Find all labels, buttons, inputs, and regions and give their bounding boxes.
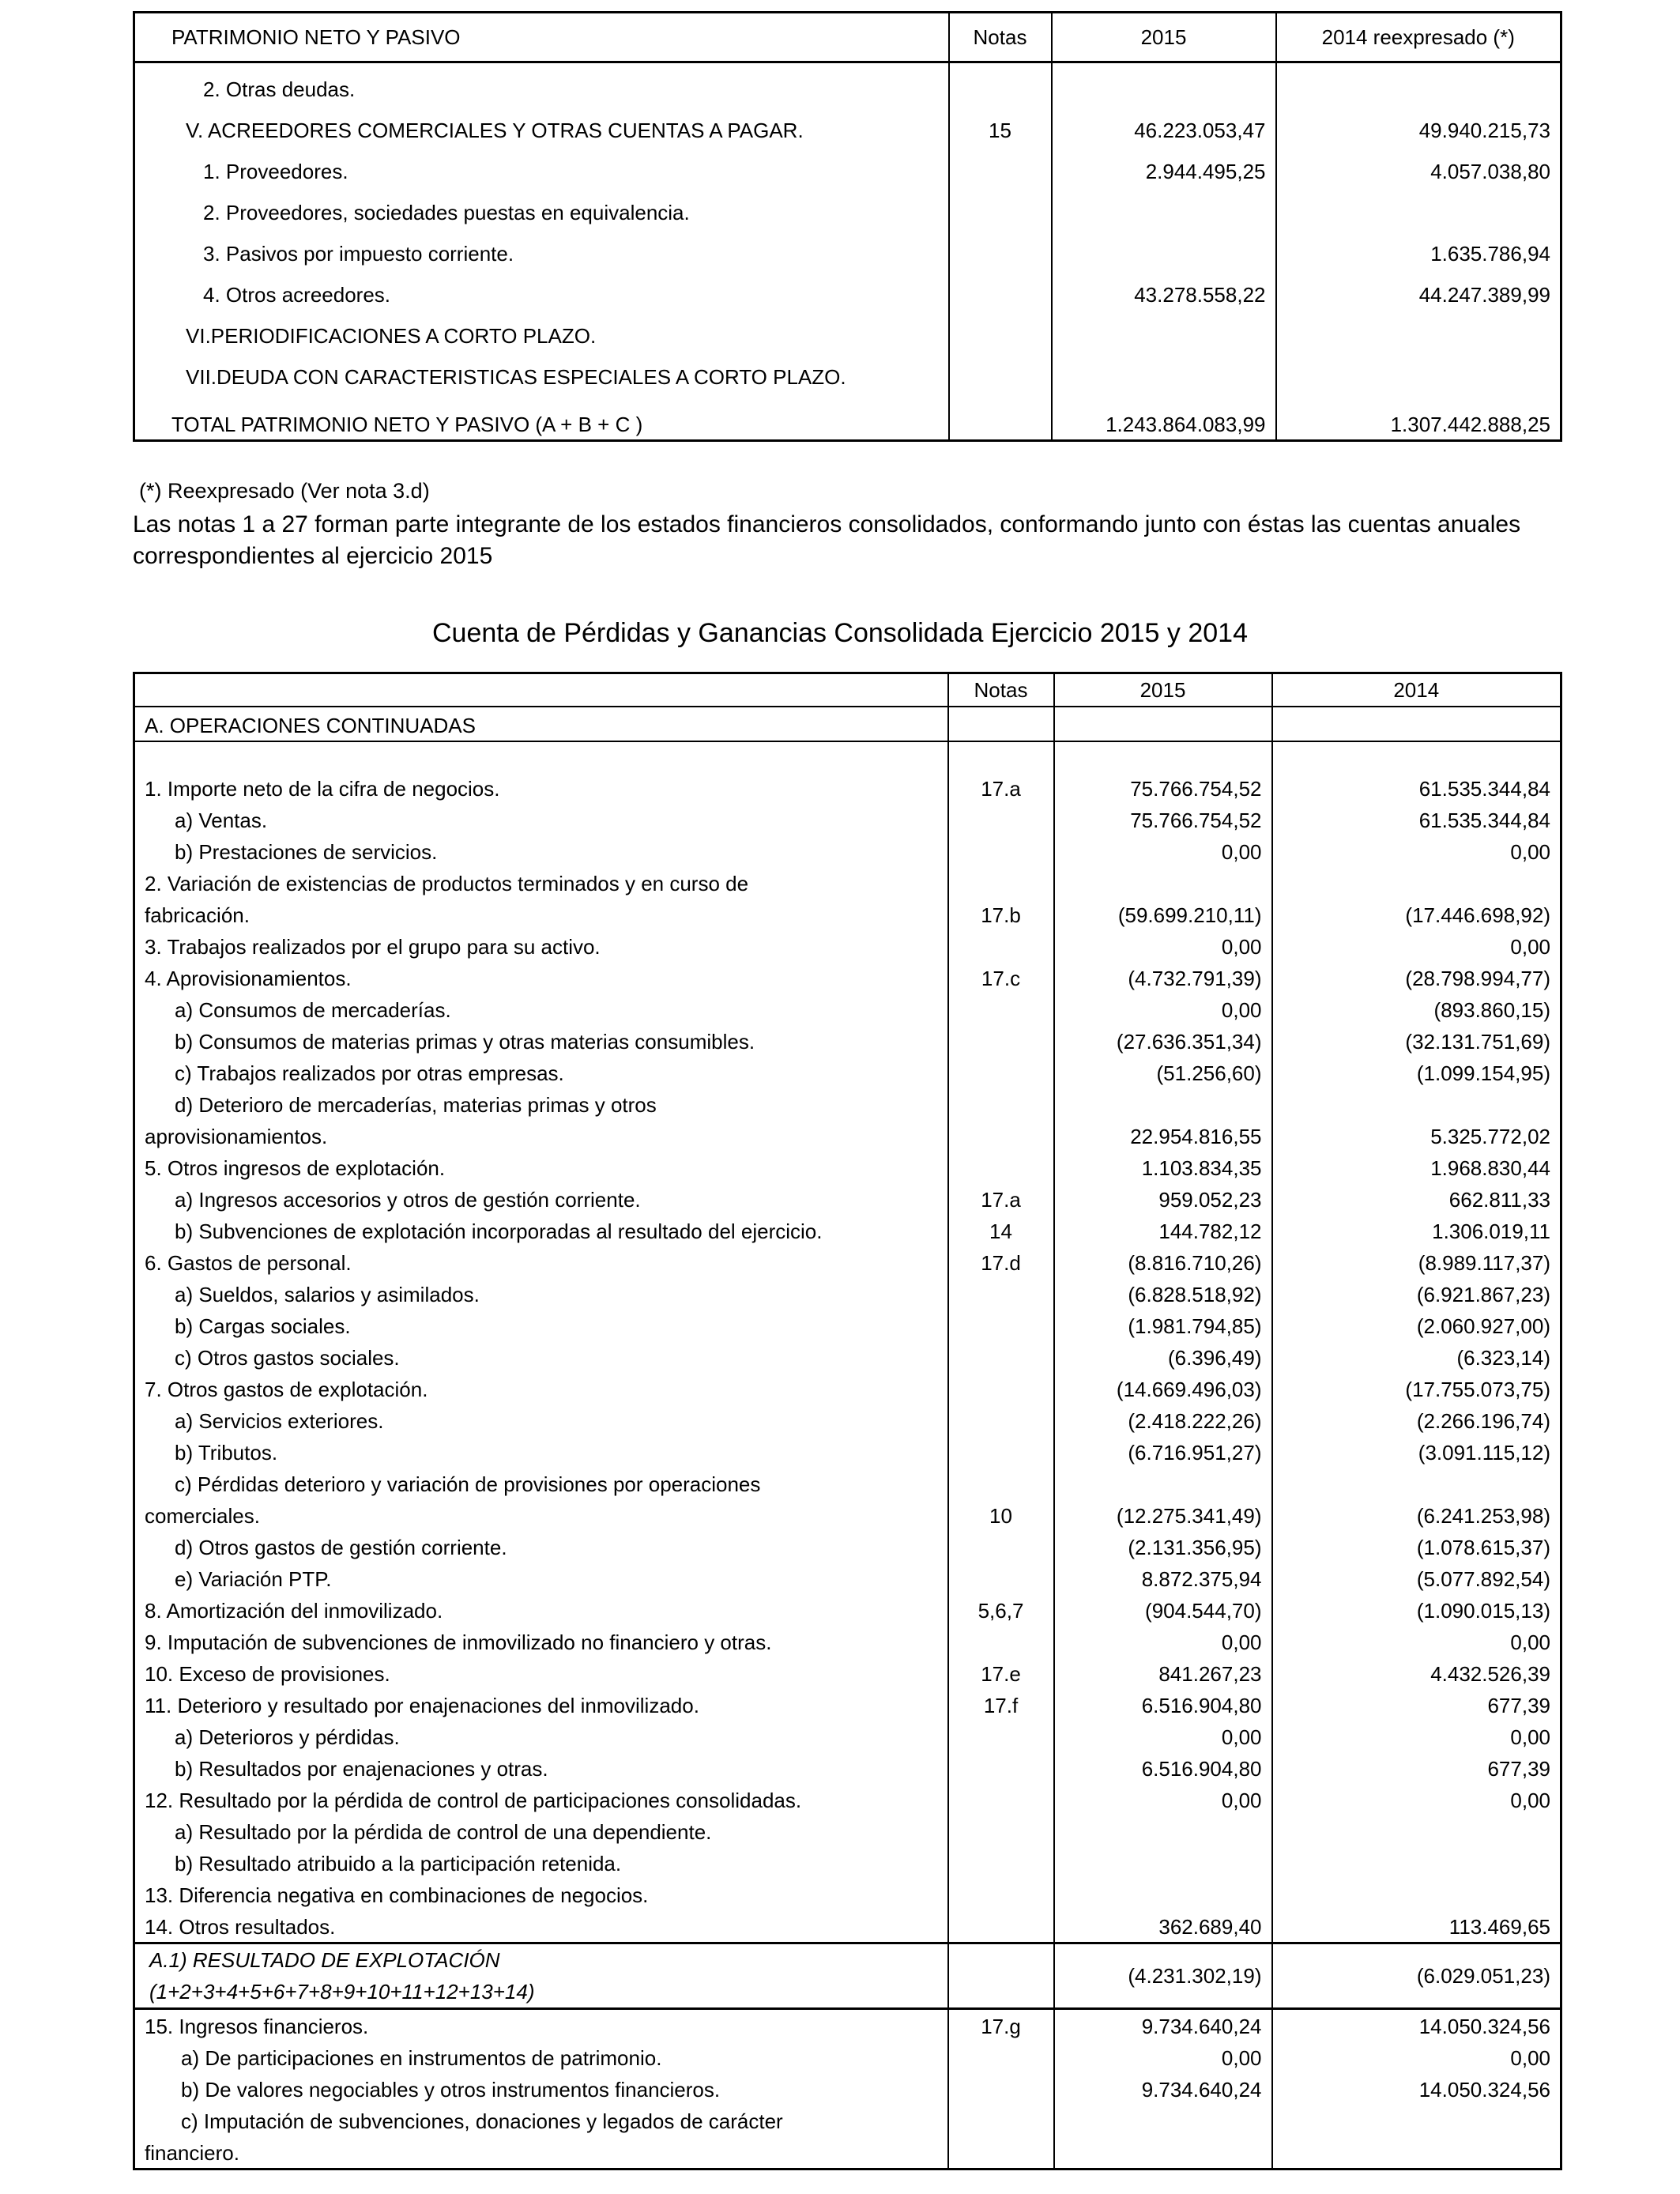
row-value-2015: (1.981.794,85) [1054,1310,1272,1341]
row-value-2014: (2.060.927,00) [1272,1310,1561,1341]
row-label: 14. Otros resultados. [134,1910,948,1943]
row-value-2015: (6.828.518,92) [1054,1278,1272,1310]
row-label: b) Resultados por enajenaciones y otras. [134,1752,948,1784]
table-row [134,1120,1561,1152]
row-value-2015: (6.396,49) [1054,1341,1272,1373]
row-nota [948,1563,1054,1594]
row-value-2014: 662.811,33 [1272,1183,1561,1215]
result-label: A.1) RESULTADO DE EXPLOTACIÓN [149,1948,500,1972]
table-row [134,1025,1561,1057]
row-value-2014 [1272,1847,1561,1879]
row-value-2015: (59.699.210,11) [1054,899,1272,930]
header-2015: 2015 [1054,673,1272,707]
row-value-2014 [1272,1815,1561,1847]
table-row [134,1310,1561,1341]
row-label: c) Trabajos realizados por otras empresas. [134,1057,948,1088]
table-row [134,993,1561,1025]
row-nota [949,228,1052,269]
table-row [134,1847,1561,1879]
row-value-2014: 1.306.019,11 [1272,1215,1561,1246]
row-nota: 17.f [948,1689,1054,1721]
total-2015: 1.243.864.083,99 [1052,392,1276,441]
row-value-2014 [1272,2105,1561,2136]
row-nota [948,1057,1054,1088]
row-label: b) Tributos. [134,1436,948,1468]
table-row [134,1246,1561,1278]
row-nota [948,1088,1054,1120]
row-label: 11. Deterioro y resultado por enajenaciones del inmovilizado. [134,1689,948,1721]
row-value-2015: 75.766.754,52 [1054,804,1272,835]
row-label: b) Cargas sociales. [134,1310,948,1341]
row-label: a) De participaciones en instrumentos de patrimonio. [134,2041,948,2073]
row-value-2014: (3.091.115,12) [1272,1436,1561,1468]
table-row [134,351,1561,392]
row-label: a) Ventas. [134,804,948,835]
table-row [134,2041,1561,2073]
row-nota [949,145,1052,187]
table-row [134,1784,1561,1815]
row-label: 2. Otras deudas. [134,62,949,105]
row-label: 1. Proveedores. [134,145,949,187]
row-nota: 17.b [948,899,1054,930]
row-label: b) Consumos de materias primas y otras materias consumibles. [134,1025,948,1057]
row-nota: 17.a [948,1183,1054,1215]
table-row [134,145,1561,187]
row-label: financiero. [134,2136,948,2169]
balance-liabilities-table [133,11,1562,442]
table-row [134,1499,1561,1531]
row-value-2015: (6.716.951,27) [1054,1436,1272,1468]
table-row [134,962,1561,993]
row-nota [949,187,1052,228]
table-row [134,2073,1561,2105]
row-label: V. ACREEDORES COMERCIALES Y OTRAS CUENTAS A PAGAR. [134,104,949,145]
row-value-2014 [1272,1468,1561,1499]
row-nota [949,269,1052,310]
row-value-2015: 1.103.834,35 [1054,1152,1272,1183]
table-row [134,310,1561,351]
row-nota [949,310,1052,351]
table-row [134,187,1561,228]
row-value-2015: 43.278.558,22 [1052,269,1276,310]
table-row [134,1879,1561,1910]
table-row [134,930,1561,962]
row-nota [948,2041,1054,2073]
row-value-2014: 1.635.786,94 [1276,228,1561,269]
row-nota: 17.d [948,1246,1054,1278]
row-label: 6. Gastos de personal. [134,1246,948,1278]
row-value-2014: 0,00 [1272,1626,1561,1657]
result-formula: (1+2+3+4+5+6+7+8+9+10+11+12+13+14) [149,1980,535,2004]
table-header-row [134,13,1561,62]
row-value-2014: 0,00 [1272,930,1561,962]
row-value-2015: 75.766.754,52 [1054,772,1272,804]
row-nota [948,1721,1054,1752]
row-label: a) Servicios exteriores. [134,1404,948,1436]
row-value-2014: (1.099.154,95) [1272,1057,1561,1088]
row-label: a) Consumos de mercaderías. [134,993,948,1025]
row-value-2014: (5.077.892,54) [1272,1563,1561,1594]
row-value-2014: 0,00 [1272,835,1561,867]
row-value-2014 [1276,62,1561,105]
row-value-2014 [1272,867,1561,899]
row-value-2014: 44.247.389,99 [1276,269,1561,310]
row-value-2015: 841.267,23 [1054,1657,1272,1689]
row-nota [948,2136,1054,2169]
row-nota [948,1120,1054,1152]
row-value-2014: 113.469,65 [1272,1910,1561,1943]
header-2014: 2014 reexpresado (*) [1276,13,1561,62]
row-value-2015 [1052,228,1276,269]
table-row [134,1468,1561,1499]
row-value-2015: 2.944.495,25 [1052,145,1276,187]
row-value-2015: (51.256,60) [1054,1057,1272,1088]
row-value-2014: 14.050.324,56 [1272,2073,1561,2105]
table-row [134,1594,1561,1626]
row-value-2014 [1272,1879,1561,1910]
table-row [134,1910,1561,1943]
row-value-2014: (6.921.867,23) [1272,1278,1561,1310]
row-label: fabricación. [134,899,948,930]
row-label: VI.PERIODIFICACIONES A CORTO PLAZO. [134,310,949,351]
row-value-2015: 9.734.640,24 [1054,2009,1272,2042]
notes-paragraph: Las notas 1 a 27 forman parte integrante de los estados financieros consolidados, conformando junto con éstas las cuentas anuales correspondientes al ejercicio 2015 [133,511,1521,569]
total-row [134,392,1561,441]
row-nota [948,867,1054,899]
row-label: comerciales. [134,1499,948,1531]
row-value-2015: 0,00 [1054,1626,1272,1657]
row-nota [948,2073,1054,2105]
row-nota: 17.a [948,772,1054,804]
row-value-2015: (4.732.791,39) [1054,962,1272,993]
row-nota [948,1531,1054,1563]
table-row [134,1563,1561,1594]
row-value-2015: (14.669.496,03) [1054,1373,1272,1404]
row-label: 8. Amortización del inmovilizado. [134,1594,948,1626]
row-value-2014: 49.940.215,73 [1276,104,1561,145]
row-value-2015 [1054,1879,1272,1910]
row-value-2014: 677,39 [1272,1752,1561,1784]
row-nota [948,1468,1054,1499]
row-value-2015: 0,00 [1054,835,1272,867]
row-value-2015 [1054,867,1272,899]
row-value-2014 [1272,1088,1561,1120]
table-row [134,1657,1561,1689]
row-label: 7. Otros gastos de explotación. [134,1373,948,1404]
row-nota [948,2105,1054,2136]
table-row [134,1436,1561,1468]
row-value-2015: (12.275.341,49) [1054,1499,1272,1531]
row-value-2014: 1.968.830,44 [1272,1152,1561,1183]
row-value-2014: (1.078.615,37) [1272,1531,1561,1563]
total-label: TOTAL PATRIMONIO NETO Y PASIVO (A + B + C ) [134,392,949,441]
row-label: 4. Otros acreedores. [134,269,949,310]
row-value-2015: (27.636.351,34) [1054,1025,1272,1057]
row-value-2015 [1054,2136,1272,2169]
row-nota [949,351,1052,392]
row-value-2015 [1054,1847,1272,1879]
table-row [134,772,1561,804]
row-value-2014: 0,00 [1272,1784,1561,1815]
table-row [134,1278,1561,1310]
row-nota: 17.c [948,962,1054,993]
restated-footnote: (*) Reexpresado (Ver nota 3.d) [139,479,430,503]
row-label: VII.DEUDA CON CARACTERISTICAS ESPECIALES A CORTO PLAZO. [134,351,949,392]
operating-result-row [134,1943,1561,2009]
header-label [134,673,948,707]
row-nota: 5,6,7 [948,1594,1054,1626]
table-row [134,62,1561,105]
row-value-2014: 5.325.772,02 [1272,1120,1561,1152]
table-row [134,1215,1561,1246]
row-label: d) Otros gastos de gestión corriente. [134,1531,948,1563]
row-label: 2. Proveedores, sociedades puestas en equivalencia. [134,187,949,228]
section-row [134,707,1561,741]
table-row [134,104,1561,145]
row-value-2015: 0,00 [1054,993,1272,1025]
section-label: A. OPERACIONES CONTINUADAS [134,707,948,741]
row-label: 3. Trabajos realizados por el grupo para su activo. [134,930,948,962]
table-row [134,1057,1561,1088]
result-2014: (6.029.051,23) [1272,1943,1561,2009]
row-value-2015 [1052,62,1276,105]
row-value-2015 [1054,1468,1272,1499]
row-nota [948,1341,1054,1373]
row-label: c) Pérdidas deterioro y variación de provisiones por operaciones [134,1468,948,1499]
table-row [134,2136,1561,2169]
row-value-2015: 22.954.816,55 [1054,1120,1272,1152]
row-label: 4. Aprovisionamientos. [134,962,948,993]
row-value-2014: (893.860,15) [1272,993,1561,1025]
row-nota [948,835,1054,867]
row-nota [948,1310,1054,1341]
row-value-2014: (17.446.698,92) [1272,899,1561,930]
row-value-2015: 144.782,12 [1054,1215,1272,1246]
row-label: 15. Ingresos financieros. [134,2009,948,2042]
row-value-2015 [1052,351,1276,392]
row-label: a) Ingresos accesorios y otros de gestión corriente. [134,1183,948,1215]
row-value-2015: 9.734.640,24 [1054,2073,1272,2105]
row-value-2014: (17.755.073,75) [1272,1373,1561,1404]
row-label: b) Resultado atribuido a la participación retenida. [134,1847,948,1879]
row-label: 9. Imputación de subvenciones de inmovilizado no financiero y otras. [134,1626,948,1657]
result-nota [948,1943,1054,2009]
row-value-2014: 61.535.344,84 [1272,772,1561,804]
income-statement-table [133,672,1562,2170]
row-value-2014 [1272,2136,1561,2169]
total-nota [949,392,1052,441]
row-value-2014: (6.323,14) [1272,1341,1561,1373]
row-nota [948,1626,1054,1657]
header-notas: Notas [948,673,1054,707]
result-2015: (4.231.302,19) [1054,1943,1272,2009]
table-row [134,1752,1561,1784]
row-value-2015: (2.131.356,95) [1054,1531,1272,1563]
row-value-2014: (6.241.253,98) [1272,1499,1561,1531]
row-value-2014: 677,39 [1272,1689,1561,1721]
row-nota [948,804,1054,835]
row-value-2015: 0,00 [1054,2041,1272,2073]
row-value-2015: 46.223.053,47 [1052,104,1276,145]
row-label: c) Imputación de subvenciones, donaciones y legados de carácter [134,2105,948,2136]
row-nota: 10 [948,1499,1054,1531]
table-row [134,2009,1561,2042]
header-notas: Notas [949,13,1052,62]
row-nota [948,1847,1054,1879]
row-label: 12. Resultado por la pérdida de control de participaciones consolidadas. [134,1784,948,1815]
row-nota [948,1752,1054,1784]
row-nota [948,1025,1054,1057]
table-row [134,1183,1561,1215]
row-nota [948,930,1054,962]
row-nota [948,1152,1054,1183]
row-value-2014: (1.090.015,13) [1272,1594,1561,1626]
row-value-2015: 362.689,40 [1054,1910,1272,1943]
row-value-2015: (904.544,70) [1054,1594,1272,1626]
row-value-2014: (32.131.751,69) [1272,1025,1561,1057]
row-value-2014: (8.989.117,37) [1272,1246,1561,1278]
row-nota [948,1784,1054,1815]
table-row [134,1404,1561,1436]
row-value-2015: 0,00 [1054,1721,1272,1752]
row-value-2015: 0,00 [1054,930,1272,962]
row-label: c) Otros gastos sociales. [134,1341,948,1373]
row-label: b) Subvenciones de explotación incorporadas al resultado del ejercicio. [134,1215,948,1246]
row-value-2014: 14.050.324,56 [1272,2009,1561,2042]
row-value-2015 [1054,1815,1272,1847]
header-label: PATRIMONIO NETO Y PASIVO [134,13,949,62]
row-nota [948,1373,1054,1404]
row-value-2015: 959.052,23 [1054,1183,1272,1215]
row-value-2015 [1052,310,1276,351]
row-label: d) Deterioro de mercaderías, materias primas y otros [134,1088,948,1120]
row-nota [948,993,1054,1025]
row-value-2015 [1054,1088,1272,1120]
row-nota [948,1879,1054,1910]
row-label: aprovisionamientos. [134,1120,948,1152]
table-row [134,269,1561,310]
row-value-2015 [1052,187,1276,228]
table-row [134,228,1561,269]
row-value-2014: 0,00 [1272,2041,1561,2073]
total-2014: 1.307.442.888,25 [1276,392,1561,441]
income-statement-title: Cuenta de Pérdidas y Ganancias Consolidada Ejercicio 2015 y 2014 [432,618,1248,648]
row-value-2014: (2.266.196,74) [1272,1404,1561,1436]
row-value-2015: 8.872.375,94 [1054,1563,1272,1594]
table-row [134,1152,1561,1183]
row-value-2014: 0,00 [1272,1721,1561,1752]
header-2014: 2014 [1272,673,1561,707]
row-nota [948,1278,1054,1310]
table-row [134,1531,1561,1563]
header-2015: 2015 [1052,13,1276,62]
row-label: 10. Exceso de provisiones. [134,1657,948,1689]
row-nota: 17.g [948,2009,1054,2042]
row-value-2015: (2.418.222,26) [1054,1404,1272,1436]
row-value-2015: 0,00 [1054,1784,1272,1815]
row-label: e) Variación PTP. [134,1563,948,1594]
table-row [134,1088,1561,1120]
row-value-2014: 4.057.038,80 [1276,145,1561,187]
table-row [134,1689,1561,1721]
row-nota [948,1404,1054,1436]
row-label: 3. Pasivos por impuesto corriente. [134,228,949,269]
row-label: 13. Diferencia negativa en combinaciones de negocios. [134,1879,948,1910]
row-value-2014 [1276,351,1561,392]
table-row [134,899,1561,930]
table-row [134,1373,1561,1404]
table-row [134,1626,1561,1657]
row-label: b) De valores negociables y otros instrumentos financieros. [134,2073,948,2105]
table-row [134,835,1561,867]
row-nota [948,1436,1054,1468]
table-row [134,1341,1561,1373]
row-label: a) Deterioros y pérdidas. [134,1721,948,1752]
row-nota: 17.e [948,1657,1054,1689]
row-value-2014: 4.432.526,39 [1272,1657,1561,1689]
row-nota [948,1815,1054,1847]
row-label: 2. Variación de existencias de productos terminados y en curso de [134,867,948,899]
row-label: 5. Otros ingresos de explotación. [134,1152,948,1183]
table-header-row [134,673,1561,707]
table-row [134,804,1561,835]
table-row [134,867,1561,899]
row-nota [949,62,1052,105]
table-row [134,1721,1561,1752]
row-value-2014: (28.798.994,77) [1272,962,1561,993]
row-label: a) Sueldos, salarios y asimilados. [134,1278,948,1310]
row-value-2014: 61.535.344,84 [1272,804,1561,835]
row-value-2015: 6.516.904,80 [1054,1689,1272,1721]
table-row [134,2105,1561,2136]
row-nota [948,1910,1054,1943]
row-label: 1. Importe neto de la cifra de negocios. [134,772,948,804]
row-value-2015: (8.816.710,26) [1054,1246,1272,1278]
row-value-2015 [1054,2105,1272,2136]
row-value-2014 [1276,187,1561,228]
row-value-2015: 6.516.904,80 [1054,1752,1272,1784]
row-nota: 15 [949,104,1052,145]
row-label: b) Prestaciones de servicios. [134,835,948,867]
row-nota: 14 [948,1215,1054,1246]
row-value-2014 [1276,310,1561,351]
row-label: a) Resultado por la pérdida de control de una dependiente. [134,1815,948,1847]
table-row [134,1815,1561,1847]
